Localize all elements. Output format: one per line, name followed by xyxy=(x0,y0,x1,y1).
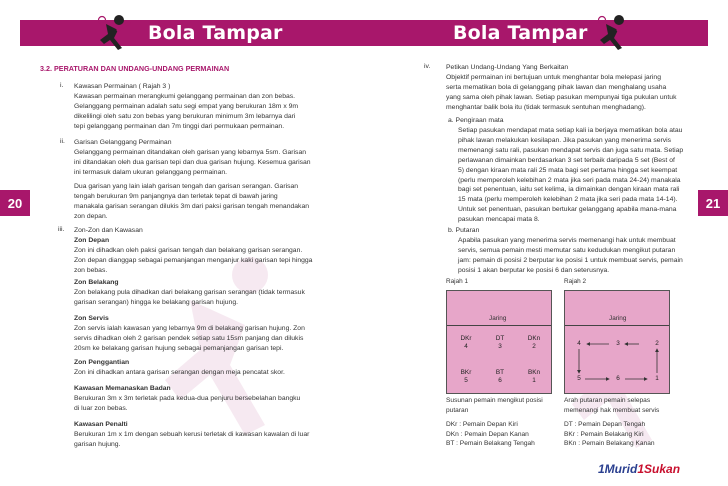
page-number-left: 20 xyxy=(0,190,30,216)
right-page xyxy=(364,0,728,486)
net-line xyxy=(447,325,551,326)
item-number-ii: ii. xyxy=(60,138,65,145)
item-number-iii: iii. xyxy=(58,226,65,233)
sub-b-title: b. Putaran xyxy=(448,227,480,234)
legend-item: DT : Pemain Depan Tengah xyxy=(564,421,646,428)
zone-line: Berukuran 1m x 1m dengan sebuah kerusi terletak di kawasan kawalan di luar xyxy=(74,430,310,438)
player-cell: BKr 5 xyxy=(460,369,472,384)
zone-line: Zon ini dihadkan antara garisan serangan dengan meja pencatat skor. xyxy=(74,368,285,376)
item-ii-line-4: ini termasuk dalam ukuran gelanggang permainan. xyxy=(74,168,228,176)
player-cell: BT 6 xyxy=(495,369,505,384)
player-cell: DT 3 xyxy=(495,335,505,350)
item-iii-text xyxy=(74,226,336,276)
zone-line: Zon ini dihadkan oleh paksi garisan tengah dan belakang garisan serangan. xyxy=(74,246,303,254)
sub-b-line: servis, semua pemain mesti memutar satu kedudukan mengikut putaran xyxy=(458,246,676,254)
zone-memanaskan-badan xyxy=(74,384,336,414)
page-number-right: 21 xyxy=(698,190,728,216)
zone-line: di luar zon bebas. xyxy=(74,404,128,412)
zone-belakang xyxy=(74,278,336,308)
sub-a-line: pasukan mencapai mata 8. xyxy=(458,216,540,224)
caption-line: putaran xyxy=(446,406,469,414)
net-label: Jaring xyxy=(609,315,627,322)
volleyball-player-icon xyxy=(596,14,632,52)
item-i-line-3: Gelanggang permainan adalah satu segi empat yang berukuran 18m x 9m xyxy=(74,102,299,110)
player-cell: DKn 2 xyxy=(527,335,541,350)
sub-a-line: 5) dengan kiraan mata rali 25 mata bagi set pertama hingga set keempat xyxy=(458,166,678,174)
item-ii-line-2: Gelanggang permainan ditandakan oleh garisan yang lebarnya 5sm. Garisan xyxy=(74,148,307,156)
sub-a-line: 15 mata (perlu memperoleh kelebihan 2 mata jika seri pada mata 14-14). xyxy=(458,196,678,204)
brand-part-2: 1Sukan xyxy=(637,462,681,476)
item-i-text xyxy=(74,82,326,132)
zones-heading: Zon-Zon dan Kawasan xyxy=(74,227,143,234)
item-iv-text xyxy=(446,63,694,113)
item-ii-p2-line-1: Dua garisan yang lain ialah garisan tengah dan garisan serangan. Garisan xyxy=(74,183,299,190)
sub-b-text xyxy=(458,236,698,276)
zone-line: Zon depan dianggap sebagai pemanjangan menganjur kaki garisan tepi hingga xyxy=(74,256,313,264)
legend-item: BKn : Pemain Belakang Kanan xyxy=(564,440,655,447)
legend-item: DKr : Pemain Depan Kiri xyxy=(446,421,518,428)
zone-title: Zon Penggantian xyxy=(74,359,130,366)
volleyball-player-icon xyxy=(96,14,132,52)
zone-title: Kawasan Memanaskan Badan xyxy=(74,385,171,392)
position-cell: 2 xyxy=(655,340,659,347)
legend-item: BKr : Pemain Belakang Kiri xyxy=(564,430,644,438)
sub-a-line: Untuk set penentuan, pasukan bertukar gelanggang apabila mana-mana xyxy=(458,206,677,214)
caption-line: Susunan pemain mengikut posisi xyxy=(446,397,543,404)
item-i-line-2: Kawasan permainan merangkumi gelanggang permainan dan zon bebas. xyxy=(74,92,296,100)
zone-title: Kawasan Penalti xyxy=(74,421,128,428)
position-cell: 6 xyxy=(616,375,620,382)
section-title: 3.2. PERATURAN DAN UNDANG-UNDANG PERMAINAN xyxy=(40,64,230,73)
sub-a-line: Setiap pasukan mendapat mata setiap kali ia berjaya mematikan bola atau xyxy=(458,127,683,134)
item-iv-line-2: Objektif permainan ini bertujuan untuk menghantar bola melepasi jaring xyxy=(446,73,661,81)
item-ii-p2-line-3: manakala garisan serangan dilukis 3m dari paksi garisan tengah menandakan xyxy=(74,202,310,210)
header-title-left: Bola Tampar xyxy=(148,22,283,44)
item-iv-line-3: serta mematikan bola di gelanggang pihak lawan dan menghalang usaha xyxy=(446,83,667,91)
legend-right xyxy=(564,420,704,449)
rajah-1-label: Rajah 1 xyxy=(446,278,469,285)
zone-line: garisan hujung. xyxy=(74,440,121,448)
rajah-2-label: Rajah 2 xyxy=(564,278,587,285)
sub-a-line: memenangi satu rali, pasukan mendapat servis dan juga satu mata. Setiap xyxy=(458,146,684,154)
item-number-i: i. xyxy=(60,82,64,89)
item-iv-line-4: yang sama oleh pihak lawan. Setiap pasukan mempunyai tiga pukulan untuk xyxy=(446,93,677,101)
sub-b-line: Apabila pasukan yang menerima servis memenangi hak untuk membuat xyxy=(458,237,676,244)
zone-line: garisan serangan) hingga ke belakang garisan hujung. xyxy=(74,298,238,306)
net-label: Jaring xyxy=(489,315,507,322)
sub-b-line: jam: pemain di posisi 2 berputar ke posisi 1 untuk membuat servis, pemain xyxy=(458,256,683,264)
player-cell: DKr 4 xyxy=(460,335,472,350)
legend-left xyxy=(446,420,566,449)
brand-logo xyxy=(598,462,680,476)
position-cell: 3 xyxy=(616,340,620,347)
item-ii-paragraph-2 xyxy=(74,182,326,222)
item-ii-p2-line-2: tengah berukuran 9m panjangnya dan terletak tepat di bawah jaring xyxy=(74,192,278,200)
item-iv-line-1: Petikan Undang-Undang Yang Berkaitan xyxy=(446,64,569,71)
position-cell: 5 xyxy=(577,375,581,382)
sub-a-line: (perlu memperoleh kelebihan 2 mata jika seri pada mata 24-24) manakala xyxy=(458,176,681,184)
zone-servis xyxy=(74,314,336,354)
item-iv-line-5: menghantar balik bola itu (tidak termasuk sentuhan menghadang). xyxy=(446,103,646,111)
sub-a-line: pihak lawan melakukan kesilapan. Jika pasukan yang menerima servis xyxy=(458,136,672,144)
sub-a-line: bagi set penentuan, iaitu set kelima, ia dimainkan dengan kiraan mata rali xyxy=(458,186,680,194)
player-cell: BKn 1 xyxy=(527,369,541,384)
rajah-1-caption xyxy=(446,396,556,415)
zone-title: Zon Depan xyxy=(74,236,110,244)
sub-a-text xyxy=(458,126,698,225)
zone-line: Zon belakang pula dihadkan dari belakang garisan serangan (tidak termasuk xyxy=(74,288,305,296)
caption-line: Arah putaran pemain selepas xyxy=(564,397,651,404)
brand-part-1: 1Murid xyxy=(598,462,638,476)
zone-line: Berukuran 3m x 3m terletak pada kedua-dua penjuru bersebelahan bangku xyxy=(74,394,301,402)
item-number-iv: iv. xyxy=(424,63,431,70)
item-i-line-5: tepi gelanggang permainan dan 7m tinggi dari permukaan permainan. xyxy=(74,122,285,130)
zone-penalti xyxy=(74,420,336,450)
position-cell: 1 xyxy=(655,375,659,382)
zone-line: zon bebas. xyxy=(74,266,108,274)
zone-title: Zon Belakang xyxy=(74,279,119,286)
zone-line: 20sm ke belakang garisan hujung sebagai pemanjangan garisan tepi. xyxy=(74,344,284,352)
legend-item: BT : Pemain Belakang Tengah xyxy=(446,440,535,447)
position-cell: 4 xyxy=(577,340,581,347)
zone-penggantian xyxy=(74,358,336,378)
zone-line: Zon servis ialah kawasan yang lebarnya 9m di belakang garisan hujung. Zon xyxy=(74,324,305,332)
item-i-line-4: dikelilingi oleh satu zon bebas yang berukuran minimum 3m lebarnya dari xyxy=(74,112,296,120)
rajah-2-court xyxy=(564,290,670,394)
item-ii-line-1: Garisan Gelanggang Permainan xyxy=(74,139,172,146)
sub-a-title: a. Pengiraan mata xyxy=(448,117,504,124)
caption-line: memenangi hak membuat servis xyxy=(564,406,660,414)
zone-line: servis dihadkan oleh 2 garisan pendek setiap satu 15sm panjang dan dilukis xyxy=(74,334,304,342)
item-ii-text xyxy=(74,138,326,178)
legend-item: DKn : Pemain Depan Kanan xyxy=(446,430,529,438)
item-i-line-1: Kawasan Permainan ( Rajah 3 ) xyxy=(74,83,171,90)
rajah-1-court xyxy=(446,290,552,394)
sub-a-line: perlawanan dimainkan berdasarkan 3 set terbaik daripada 5 set (Best of xyxy=(458,156,675,164)
item-ii-p2-line-4: zon depan. xyxy=(74,212,108,220)
rajah-2-caption xyxy=(564,396,694,415)
sub-b-line: posisi 1 akan berputar ke posisi 6 dan seterusnya. xyxy=(458,266,610,274)
item-ii-line-3: ini ditandakan oleh dua garisan tepi dan dua garisan hujung. Kesemua garisan xyxy=(74,158,311,166)
zone-title: Zon Servis xyxy=(74,315,109,322)
header-title-right: Bola Tampar xyxy=(453,22,588,44)
